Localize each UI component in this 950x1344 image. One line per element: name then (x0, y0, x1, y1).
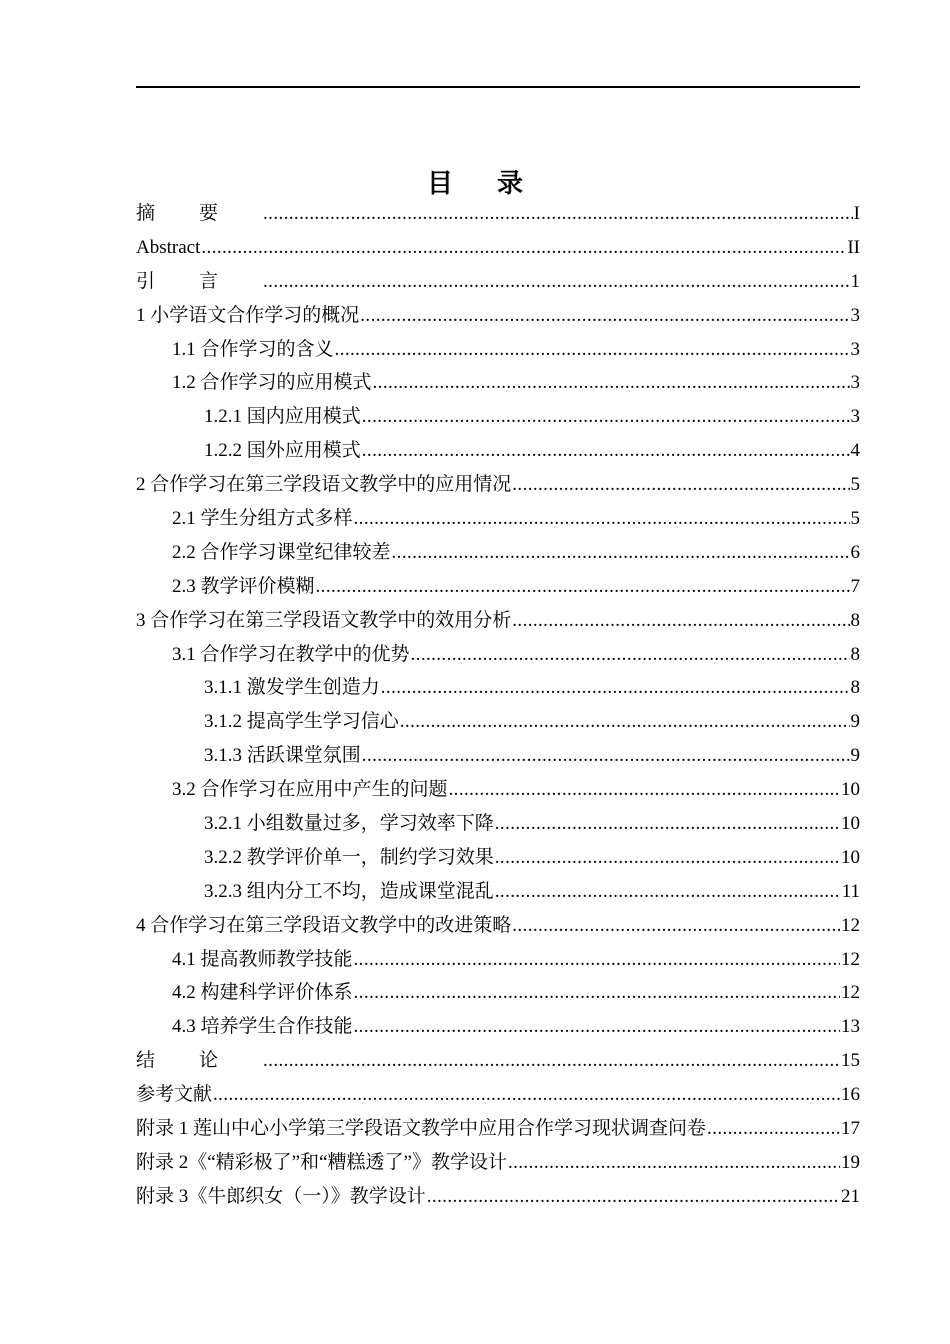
toc-entry-page: 12 (841, 948, 860, 970)
dot-leader (354, 502, 850, 536)
toc-entry-page: 12 (841, 982, 860, 1004)
toc-entry-label: 附录 2《“精彩极了”和“糟糕透了”》教学设计 (136, 1151, 507, 1173)
toc-entry-page: 8 (850, 643, 860, 665)
toc-entry[interactable] (136, 570, 860, 604)
dot-leader (373, 366, 850, 400)
toc-entry[interactable] (136, 909, 860, 943)
dot-leader (362, 400, 850, 434)
toc-entry[interactable] (136, 434, 860, 468)
dot-leader (354, 943, 840, 977)
toc-entry-page: 10 (841, 813, 860, 835)
toc-entry-page: I (853, 203, 860, 224)
toc-entry-page: 3 (850, 304, 860, 326)
toc-entry-page: 9 (850, 745, 860, 767)
toc-entry[interactable] (136, 1112, 860, 1146)
toc-entry-label: 结论 (136, 1050, 263, 1072)
toc-entry[interactable] (136, 976, 860, 1010)
dot-leader (201, 231, 846, 265)
dot-leader (512, 909, 840, 943)
toc-entry[interactable] (136, 265, 860, 299)
toc-entry-label: 附录 1 莲山中心小学第三学段语文教学中应用合作学习现状调查问卷 (136, 1118, 707, 1140)
dot-leader (263, 197, 853, 231)
dot-leader (427, 1180, 840, 1214)
toc-entry-label: 1 小学语文合作学习的概况 (136, 304, 360, 326)
toc-entry-label: 摘要 (136, 203, 263, 224)
toc-entry[interactable] (136, 536, 860, 570)
toc-entry[interactable] (136, 705, 860, 739)
toc-entry-page: 9 (850, 711, 860, 733)
toc-entry-page: 16 (841, 1084, 860, 1106)
toc-entry[interactable] (136, 502, 860, 536)
dot-leader (495, 875, 841, 909)
toc-entry-label: 4.3 培养学生合作技能 (172, 1016, 353, 1038)
dot-leader (495, 841, 840, 875)
toc-entry-page: II (847, 236, 860, 258)
toc-entry[interactable] (136, 875, 860, 909)
toc-entry-page: 8 (850, 609, 860, 631)
toc-entry[interactable] (136, 299, 860, 333)
dot-leader (512, 468, 849, 502)
toc-entry-label: 3.1.2 提高学生学习信心 (204, 711, 399, 733)
toc-entry-page: 13 (841, 1016, 860, 1038)
toc-entry[interactable] (136, 333, 860, 367)
dot-leader (263, 265, 849, 299)
dot-leader (263, 1044, 840, 1078)
toc-entry[interactable] (136, 1180, 860, 1214)
toc-entry[interactable] (136, 1146, 860, 1180)
toc-entry[interactable] (136, 671, 860, 705)
toc-entry[interactable] (136, 231, 860, 265)
toc-entry-label: 4 合作学习在第三学段语文教学中的改进策略 (136, 914, 512, 936)
toc-entry-label: 1.2 合作学习的应用模式 (172, 372, 372, 394)
toc-entry-label: 1.2.2 国外应用模式 (204, 440, 361, 462)
toc-entry-page: 3 (850, 406, 860, 428)
toc-entry-page: 11 (841, 880, 860, 902)
toc-entry[interactable] (136, 468, 860, 502)
toc-entry-label: 3.1.3 活跃课堂氛围 (204, 745, 361, 767)
dot-leader (362, 434, 850, 468)
toc-entry[interactable] (136, 807, 860, 841)
toc-entry-label: 3.1 合作学习在教学中的优势 (172, 643, 410, 665)
toc-entry[interactable] (136, 1010, 860, 1044)
dot-leader (360, 299, 849, 333)
toc-entry-label: 3.2.1 小组数量过多，学习效率下降 (204, 813, 494, 835)
toc-entry[interactable] (136, 1044, 860, 1078)
dot-leader (707, 1112, 840, 1146)
dot-leader (362, 739, 850, 773)
toc-entry-label: 引言 (136, 270, 263, 292)
dot-leader (411, 638, 850, 672)
toc-entry-page: 21 (841, 1185, 860, 1207)
toc-entry-page: 6 (850, 541, 860, 563)
toc-entry-page: 5 (850, 508, 860, 530)
dot-leader (400, 705, 850, 739)
toc-entry-label: 1.2.1 国内应用模式 (204, 406, 361, 428)
toc-entry-label: 2.2 合作学习课堂纪律较差 (172, 541, 391, 563)
toc-entry[interactable] (136, 366, 860, 400)
header-rule (136, 86, 860, 88)
toc-entry-page: 8 (850, 677, 860, 699)
toc-entry-label: 1.1 合作学习的含义 (172, 338, 334, 360)
toc-entry-label: 2.3 教学评价模糊 (172, 575, 315, 597)
dot-leader (449, 773, 840, 807)
dot-leader (392, 536, 850, 570)
toc-entry[interactable] (136, 773, 860, 807)
toc-entry-page: 1 (850, 270, 860, 292)
toc-entry[interactable] (136, 1078, 860, 1112)
toc-entry-label: 2.1 学生分组方式多样 (172, 508, 353, 530)
dot-leader (354, 976, 840, 1010)
toc-entry-page: 15 (841, 1050, 860, 1072)
toc-title: 目录 (426, 169, 567, 198)
toc-entry-page: 17 (841, 1118, 860, 1140)
toc-entry[interactable] (136, 943, 860, 977)
toc-entry-label: Abstract (136, 236, 201, 258)
toc-entry-page: 10 (841, 846, 860, 868)
toc-entry[interactable] (136, 841, 860, 875)
toc-entry-label: 3.2.2 教学评价单一，制约学习效果 (204, 846, 494, 868)
toc-entry[interactable] (136, 739, 860, 773)
toc-entry-label: 3.2.3 组内分工不均，造成课堂混乱 (204, 880, 494, 902)
toc-entry-label: 4.2 构建科学评价体系 (172, 982, 353, 1004)
dot-leader (381, 671, 850, 705)
dot-leader (508, 1146, 840, 1180)
toc-entry-page: 10 (841, 779, 860, 801)
toc-entry[interactable] (136, 197, 860, 231)
toc-entry-page: 3 (850, 338, 860, 360)
table-of-contents (136, 197, 860, 1214)
toc-entry[interactable] (136, 638, 860, 672)
toc-entry-page: 4 (850, 440, 860, 462)
toc-entry-page: 7 (850, 575, 860, 597)
toc-entry-page: 3 (850, 372, 860, 394)
toc-entry-label: 参考文献 (136, 1084, 213, 1106)
toc-entry-page: 19 (841, 1151, 860, 1173)
dot-leader (512, 604, 849, 638)
dot-leader (335, 333, 850, 367)
toc-entry-label: 4.1 提高教师教学技能 (172, 948, 353, 970)
toc-entry-label: 3.1.1 激发学生创造力 (204, 677, 380, 699)
toc-entry-label: 3 合作学习在第三学段语文教学中的效用分析 (136, 609, 512, 631)
toc-entry-page: 12 (841, 914, 860, 936)
dot-leader (316, 570, 850, 604)
dot-leader (354, 1010, 840, 1044)
toc-entry-label: 3.2 合作学习在应用中产生的问题 (172, 779, 448, 801)
toc-entry-label: 附录 3《牛郎织女（一）》教学设计 (136, 1185, 426, 1207)
dot-leader (495, 807, 840, 841)
toc-entry-page: 5 (850, 474, 860, 496)
dot-leader (213, 1078, 840, 1112)
toc-entry[interactable] (136, 604, 860, 638)
toc-entry-label: 2 合作学习在第三学段语文教学中的应用情况 (136, 474, 512, 496)
toc-entry[interactable] (136, 400, 860, 434)
